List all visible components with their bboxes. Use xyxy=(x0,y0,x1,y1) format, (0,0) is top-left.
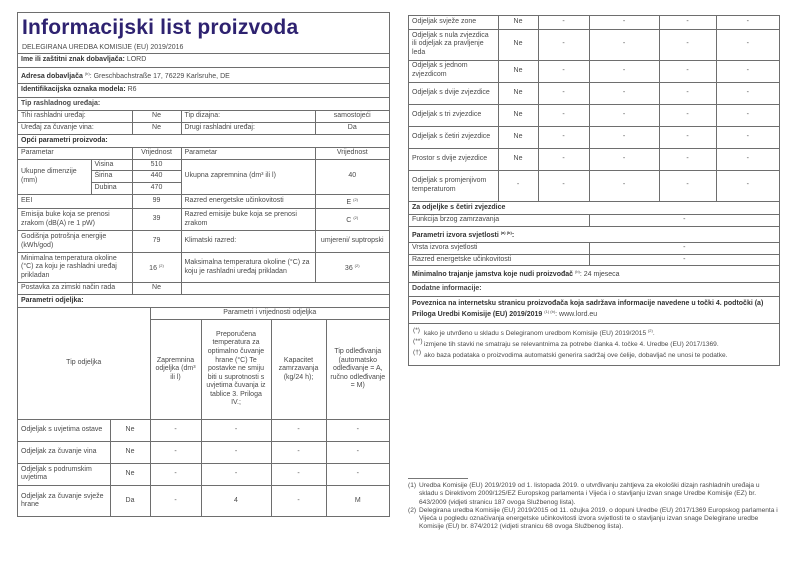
light-table xyxy=(409,242,779,266)
compartment-value: 4 xyxy=(201,485,271,516)
compartment-row xyxy=(18,485,389,516)
table-row xyxy=(18,111,389,123)
note-tail: . xyxy=(652,329,655,337)
compartments-heading: Parametri odjeljka: xyxy=(21,296,84,304)
note-text xyxy=(424,338,719,349)
compartment-row xyxy=(409,126,779,148)
light-class-value: - xyxy=(589,254,779,266)
col-header-volume: Zapremnina odjeljka (dm³ ili l) xyxy=(150,319,201,419)
note-mark: (**) xyxy=(413,338,423,346)
warranty-label: Minimalno trajanje jamstva koje nudi proizvođač xyxy=(412,271,574,279)
appliance-type-heading: Tip rashladnog uređaja: xyxy=(18,97,389,111)
compartment-value: - xyxy=(589,60,659,82)
param-label: Razred emisije buke koja se prenosi zrakom xyxy=(181,209,315,231)
light-heading-text: Parametri izvora svjetlosti xyxy=(412,231,499,239)
model-value: R6 xyxy=(125,86,137,94)
min-temp: 16 xyxy=(149,264,157,272)
param-label: Klimatski razred: xyxy=(181,231,315,253)
link-row xyxy=(409,296,779,323)
compartment-name: Odjeljak s četiri zvjezdice xyxy=(409,126,498,148)
general-table xyxy=(18,147,389,295)
compartment-row xyxy=(18,463,389,485)
volume-label-text: Ukupna zapremnina (dm³ ili l) xyxy=(184,172,276,180)
supplier-label: Ime ili zaštitni znak dobavljača: xyxy=(21,56,125,63)
compartment-value: - xyxy=(538,126,589,148)
fast-freeze-value: - xyxy=(589,215,779,227)
compartment-value: - xyxy=(538,29,589,60)
link-text: Poveznica na internetsku stranicu proizvođača koja sadržava informacije navedene u točki 4. podtočki (a) Priloga Uredbi Komisije (EU) 2019/2019 xyxy=(412,299,764,319)
dim-name: Dubina xyxy=(91,182,132,194)
table-row xyxy=(18,253,389,283)
compartment-value: - xyxy=(271,419,326,441)
noise-class: C xyxy=(346,216,352,224)
right-panel xyxy=(408,15,780,366)
footnote-rule xyxy=(408,478,468,479)
silent-value: Ne xyxy=(132,111,181,123)
compartment-value: - xyxy=(589,126,659,148)
silent-label: Tihi rashladni uređaj: xyxy=(18,111,132,123)
compartment-present: Ne xyxy=(498,16,538,29)
compartment-name: Odjeljak s promjenjivom temperaturom xyxy=(409,170,498,201)
note-body: izmjene tih stavki ne smatraju se relevantnima za potrebe članka 4. točke 4. Uredbe (EU) 2017/1369. xyxy=(424,341,719,349)
dim-value: 440 xyxy=(132,171,181,183)
table-row xyxy=(18,209,389,231)
compartment-value: - xyxy=(201,441,271,463)
param-value xyxy=(132,253,181,283)
note-body: kako je utvrđeno u skladu s Delegiranom uredbom Komisije (EU) 2019/2015 xyxy=(424,329,647,337)
light-type-value: - xyxy=(589,243,779,255)
table-row xyxy=(18,308,389,320)
compartments-table xyxy=(18,307,389,516)
table-row xyxy=(18,159,389,171)
energy-class: E xyxy=(346,198,352,206)
compartment-value: - xyxy=(659,126,716,148)
compartment-name: Odjeljak s tri zvjezdice xyxy=(409,104,498,126)
compartment-row xyxy=(409,148,779,170)
table-row xyxy=(18,231,389,253)
compartment-row xyxy=(409,60,779,82)
compartment-value: - xyxy=(659,60,716,82)
compartment-value: - xyxy=(589,16,659,29)
supplier-row xyxy=(18,53,389,67)
compartment-row xyxy=(18,419,389,441)
warranty-mark: (b) xyxy=(575,269,580,275)
four-star-table xyxy=(409,214,779,227)
param-value xyxy=(315,209,389,231)
table-row xyxy=(409,254,779,266)
compartment-value: - xyxy=(659,104,716,126)
compartment-value: - xyxy=(716,29,779,60)
compartment-present: Da xyxy=(110,485,150,516)
col-value: Vrijednost xyxy=(132,148,181,160)
compartment-name: Odjeljak s nula zvjezdica ili odjeljak za pravljenje leda xyxy=(409,29,498,60)
compartment-value: - xyxy=(271,463,326,485)
compartment-value: - xyxy=(326,463,389,485)
compartment-value: - xyxy=(538,148,589,170)
compartment-present: - xyxy=(498,170,538,201)
light-heading-mark: (a) (b) xyxy=(500,229,512,235)
note-mark: (†) xyxy=(413,349,422,357)
param-label: Emisija buke koja se prenosi zrakom (dB(A) re 1 pW) xyxy=(18,209,132,231)
address-value: : Greschbachstraße 17, 76229 Karlsruhe, DE xyxy=(89,72,230,80)
compartment-present: Ne xyxy=(498,29,538,60)
table-row xyxy=(18,194,389,209)
note-sup: (2) xyxy=(647,327,653,333)
address-row xyxy=(18,67,389,84)
appliance-type-table xyxy=(18,110,389,134)
additional-heading: Dodatne informacije: xyxy=(409,282,779,296)
compartment-value: - xyxy=(589,148,659,170)
dim-name: Visina xyxy=(91,159,132,171)
noise-class-mark: (2) xyxy=(353,214,359,220)
compartment-value: - xyxy=(326,441,389,463)
footnote-mark: (2) xyxy=(408,506,417,514)
compartment-value: - xyxy=(716,148,779,170)
col-param-2: Parametar xyxy=(181,148,315,160)
type-header: Tip odjeljka xyxy=(18,308,150,420)
dim-value: 510 xyxy=(132,159,181,171)
model-label: Identifikacijska oznaka modela: xyxy=(21,86,126,94)
design-value: samostojeći xyxy=(315,111,389,123)
compartment-value: - xyxy=(716,16,779,29)
compartment-value: - xyxy=(716,170,779,201)
param-label: Godišnja potrošnja energije (kWh/god) xyxy=(18,231,132,253)
winter-value: Ne xyxy=(132,283,181,295)
link-mark: (1) (b) xyxy=(544,309,556,315)
compartment-value: - xyxy=(716,126,779,148)
param-value xyxy=(315,194,389,209)
compartment-value: - xyxy=(589,29,659,60)
compartment-value: - xyxy=(716,82,779,104)
wine-value: Ne xyxy=(132,122,181,134)
warranty-value: : 24 mjeseca xyxy=(579,271,620,279)
compartment-present: Ne xyxy=(498,60,538,82)
compartment-row xyxy=(409,104,779,126)
compartment-value: - xyxy=(326,419,389,441)
model-row xyxy=(18,83,389,97)
compartment-present: Ne xyxy=(110,441,150,463)
compartment-name: Odjeljak s uvjetima ostave xyxy=(18,419,110,441)
param-label: Maksimalna temperatura okoline (°C) za koju je rashladni uređaj prikladan xyxy=(181,253,315,283)
compartment-name: Odjeljak za čuvanje vina xyxy=(18,441,110,463)
design-label: Tip dizajna: xyxy=(181,111,315,123)
compartment-name: Odjeljak s podrumskim uvjetima xyxy=(18,463,110,485)
col-header-temp: Preporučena temperatura za optimalno čuvanje hrane (°C) Te postavke ne smiju biti u suprotnosti s uvjetima čuvanja iz tablice 3. Priloga IV.; xyxy=(201,319,271,419)
compartment-name: Odjeljak za čuvanje svježe hrane xyxy=(18,485,110,516)
compartment-value: - xyxy=(538,170,589,201)
volume-label xyxy=(181,159,315,194)
light-class-label: Razred energetske učinkovitosti xyxy=(409,254,589,266)
footnote-text: Delegirana uredba Komisije (EU) 2019/2015 od 11. ožujka 2019. o dopuni Uredbe (EU) 2017/1369 Europskog parlamenta i Vijeća u pogledu označivanja energetske učinkovitosti izvora svjetlosti te o stavljanju izvan snage Delegirane uredbe Komisije (EU) br. 874/2012 (vidjeti stranicu 68 ovoga Službenog lista). xyxy=(419,506,778,531)
param-label: EEI xyxy=(18,194,132,209)
compartment-value: - xyxy=(659,29,716,60)
warranty-row xyxy=(409,266,779,282)
compartment-row xyxy=(18,441,389,463)
compartment-row xyxy=(409,82,779,104)
compartment-name: Odjeljak s jednom zvjezdicom xyxy=(409,60,498,82)
note-item xyxy=(413,349,775,360)
table-row xyxy=(18,122,389,134)
compartment-row xyxy=(409,16,779,29)
note-item xyxy=(413,338,775,349)
table-row xyxy=(409,215,779,227)
compartment-name: Odjeljak svježe zone xyxy=(409,16,498,29)
four-star-heading: Za odjeljke s četiri zvjezdice xyxy=(412,203,506,211)
compartment-value: - xyxy=(659,16,716,29)
col-param: Parametar xyxy=(18,148,132,160)
compartment-value: - xyxy=(659,82,716,104)
compartment-value: - xyxy=(538,60,589,82)
dimensions-label: Ukupne dimenzije (mm) xyxy=(18,159,91,194)
compartment-value: - xyxy=(150,441,201,463)
compartment-value: - xyxy=(659,170,716,201)
table-row xyxy=(18,148,389,160)
compartment-name: Odjeljak s dvije zvjezdice xyxy=(409,82,498,104)
compartment-value: - xyxy=(271,441,326,463)
other-label: Drugi rashladni uređaj: xyxy=(181,122,315,134)
page-title: Informacijski list proizvoda xyxy=(22,16,299,39)
compartment-value: - xyxy=(589,104,659,126)
col-header-defrost: Tip odleđivanja (automatsko odleđivanje = A, ručno odleđivanje = M) xyxy=(326,319,389,419)
compartment-present: Ne xyxy=(498,104,538,126)
max-temp: 36 xyxy=(344,264,353,272)
dim-value: 470 xyxy=(132,182,181,194)
compartment-value: - xyxy=(201,419,271,441)
param-label: Minimalna temperatura okoline (°C) za koju je rashladni uređaj prikladan xyxy=(18,253,132,283)
table-row xyxy=(409,243,779,255)
compartment-value: - xyxy=(659,148,716,170)
compartment-present: Ne xyxy=(110,463,150,485)
volume-value: 40 xyxy=(315,159,389,194)
left-panel xyxy=(17,12,390,517)
footnotes xyxy=(408,478,780,532)
param-value: 79 xyxy=(132,231,181,253)
compartments-table-cont xyxy=(409,16,779,202)
compartment-value: - xyxy=(538,82,589,104)
compartment-present: Ne xyxy=(498,126,538,148)
regulation-line: DELEGIRANA UREDBA KOMISIJE (EU) 2019/2016 xyxy=(22,44,184,51)
param-value xyxy=(315,253,389,283)
param-label: Razred energetske učinkovitosti xyxy=(181,194,315,209)
compartment-present: Ne xyxy=(498,148,538,170)
wine-label: Uređaj za čuvanje vina: xyxy=(18,122,132,134)
winter-label: Postavka za zimski način rada xyxy=(18,283,132,295)
compartment-value: - xyxy=(589,82,659,104)
compartment-value: - xyxy=(538,104,589,126)
param-value: 99 xyxy=(132,194,181,209)
note-body: ako baza podataka o proizvodima automatski generira sadržaj ove ćelije, dobavljač ne unosi te podatke. xyxy=(424,352,728,360)
general-heading: Opći parametri proizvoda: xyxy=(21,136,108,144)
compartment-row xyxy=(409,170,779,201)
compartment-name: Prostor s dvije zvjezdice xyxy=(409,148,498,170)
supplier-value: LORD xyxy=(124,56,147,63)
max-temp-mark: (2) xyxy=(354,262,360,268)
compartment-value: - xyxy=(589,170,659,201)
notes xyxy=(409,323,779,366)
compartment-value: - xyxy=(271,485,326,516)
note-text xyxy=(424,349,728,360)
other-value: Da xyxy=(315,122,389,134)
manufacturer-link[interactable]: : www.lord.eu xyxy=(555,311,598,319)
footnote-mark: (1) xyxy=(408,482,417,489)
fast-freeze-label: Funkcija brzog zamrzavanja xyxy=(409,215,589,227)
col-header-freeze: Kapacitet zamrzavanja (kg/24 h); xyxy=(271,319,326,419)
light-heading: Parametri izvora svjetlosti $^{(a) (b)}$: xyxy=(412,229,515,239)
footnote-text: Uredba Komisije (EU) 2019/2019 od 1. listopada 2019. o utvrđivanju zahtjeva za ekološki dizajn rashladnih uređaja u skladu s Direktivom 2009/125/EZ Europskog parlamenta i Vijeća i o stavljanju izvan snage Uredbe Komisije (EZ) br. 643/2009 (vidjeti stranicu 187 ovoga Službenog lista). xyxy=(419,482,760,506)
compartment-value: - xyxy=(150,463,201,485)
min-temp-mark: (2) xyxy=(158,262,164,268)
param-value: 39 xyxy=(132,209,181,231)
compartment-value: - xyxy=(201,463,271,485)
light-type-label: Vrsta izvora svjetlosti xyxy=(409,243,589,255)
footnote-item xyxy=(408,482,780,507)
note-text xyxy=(424,327,655,338)
compartment-present: Ne xyxy=(110,419,150,441)
address-mark: (b) xyxy=(84,70,90,76)
climate-class: umjereni/ suptropski xyxy=(315,231,389,253)
address-label: Adresa dobavljača xyxy=(21,72,83,80)
dim-name: Širina xyxy=(91,171,132,183)
compartment-value: M xyxy=(326,485,389,516)
col-value-2: Vrijednost xyxy=(315,148,389,160)
compartment-value: - xyxy=(538,16,589,29)
compartment-value: - xyxy=(150,485,201,516)
compartment-value: - xyxy=(150,419,201,441)
note-mark: (*) xyxy=(413,326,420,334)
compartment-present: Ne xyxy=(498,82,538,104)
footnote-item xyxy=(408,507,780,532)
energy-class-mark: (2) xyxy=(353,196,358,202)
compartment-value: - xyxy=(716,60,779,82)
empty-cell xyxy=(181,283,389,295)
note-item xyxy=(413,327,775,338)
compartment-row xyxy=(409,29,779,60)
table-row xyxy=(18,283,389,295)
compartment-value: - xyxy=(716,104,779,126)
group-header: Parametri i vrijednosti odjeljka xyxy=(150,308,389,320)
